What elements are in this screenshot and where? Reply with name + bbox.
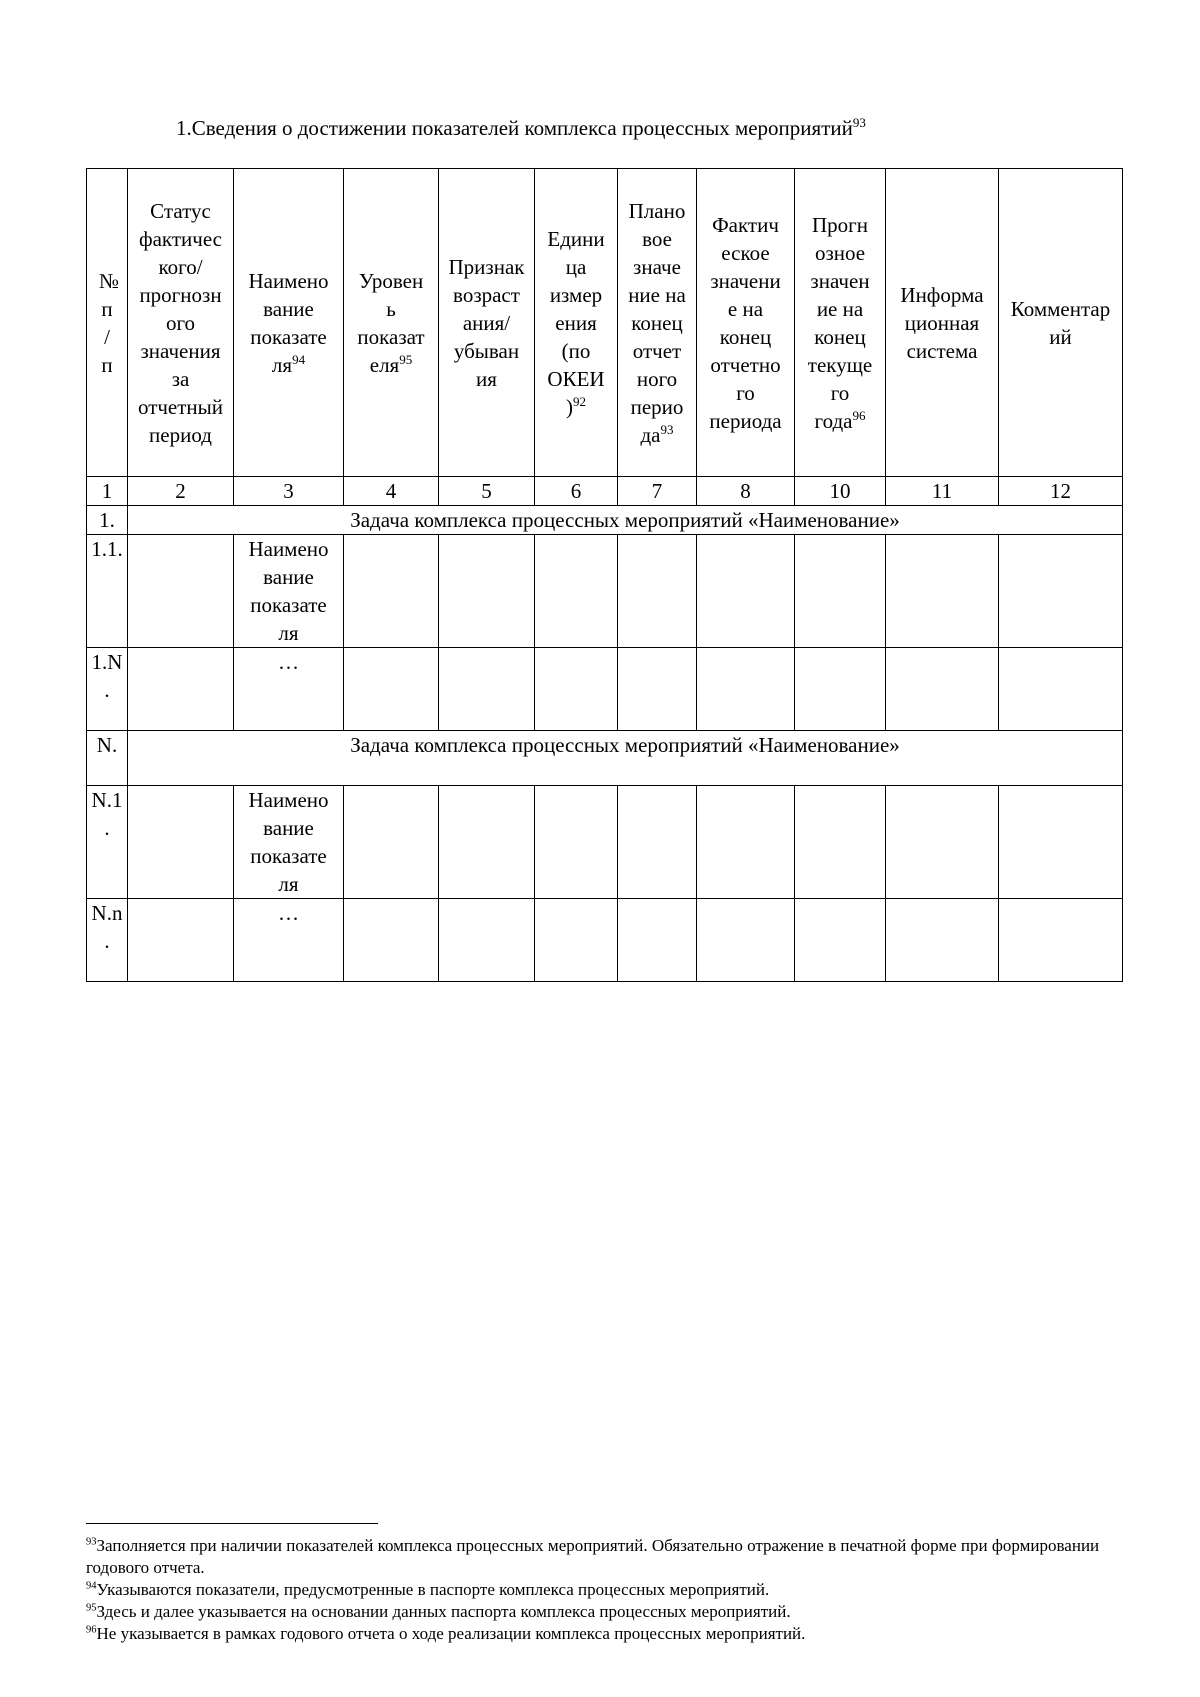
indicator-level-cell <box>344 535 439 648</box>
column-number-cell: 1 <box>87 477 128 506</box>
column-number-cell: 11 <box>886 477 999 506</box>
footnotes <box>86 1535 1122 1645</box>
comment-cell <box>999 535 1123 648</box>
indicator-level-cell <box>344 648 439 731</box>
header-cell-indicator-level: Уровень показателя$^{95}$ <box>344 169 439 477</box>
task-row <box>87 731 1123 786</box>
indicator-name-cell: … <box>234 899 344 982</box>
indicator-row <box>87 535 1123 648</box>
status-cell <box>128 648 234 731</box>
page-title-text: 1.Сведения о достижении показателей комплекса процессных мероприятий <box>176 116 853 140</box>
indicator-row <box>87 899 1123 982</box>
header-cell-indicator-name: Наименование показателя$^{94}$ <box>234 169 344 477</box>
column-number-cell: 2 <box>128 477 234 506</box>
planned-value-cell <box>618 899 697 982</box>
information-system-cell <box>886 786 999 899</box>
header-cell-status: Статус фактического/ прогнозного значения за отчетный период <box>128 169 234 477</box>
column-number-cell: 6 <box>535 477 618 506</box>
indicator-level-cell <box>344 899 439 982</box>
forecast-value-cell <box>795 899 886 982</box>
status-cell <box>128 899 234 982</box>
header-cell-forecast-value: Прогнозное значение на конец текущего года$^{96}$ <box>795 169 886 477</box>
unit-cell <box>535 535 618 648</box>
trend-sign-cell <box>439 786 535 899</box>
table-header-row <box>87 169 1123 477</box>
indicator-name-cell: … <box>234 648 344 731</box>
header-cell-planned-value: Плановое значение на конец отчетного периода$^{93}$ <box>618 169 697 477</box>
footnote-text: Указываются показатели, предусмотренные в паспорте комплекса процессных мероприятий. <box>96 1580 770 1599</box>
column-number-cell: 5 <box>439 477 535 506</box>
information-system-cell <box>886 899 999 982</box>
actual-value-cell <box>697 899 795 982</box>
header-cell-trend-sign: Признак возрастания/ убывания <box>439 169 535 477</box>
row-number-cell: 1. <box>87 506 128 535</box>
indicator-row <box>87 648 1123 731</box>
page-title <box>176 116 866 141</box>
footnote-separator <box>86 1523 378 1524</box>
footnote-mark: 96 <box>86 1624 97 1636</box>
indicator-name-cell: Наименование показателя <box>234 535 344 648</box>
forecast-value-cell <box>795 786 886 899</box>
footnote-text: Здесь и далее указывается на основании данных паспорта комплекса процессных мероприятий. <box>96 1602 791 1621</box>
trend-sign-cell <box>439 899 535 982</box>
row-number-cell: N. <box>87 731 128 786</box>
task-title-cell: Задача комплекса процессных мероприятий «Наименование» <box>128 506 1123 535</box>
footnote-mark: 94 <box>86 1580 97 1592</box>
comment-cell <box>999 648 1123 731</box>
indicator-name-cell: Наименование показателя <box>234 786 344 899</box>
footnote-item <box>86 1579 1122 1601</box>
indicator-row <box>87 786 1123 899</box>
planned-value-cell <box>618 648 697 731</box>
status-cell <box>128 786 234 899</box>
footnote-item <box>86 1535 1122 1579</box>
information-system-cell <box>886 648 999 731</box>
planned-value-cell <box>618 786 697 899</box>
column-number-cell: 12 <box>999 477 1123 506</box>
information-system-cell <box>886 535 999 648</box>
indicator-level-cell <box>344 786 439 899</box>
column-number-cell: 10 <box>795 477 886 506</box>
footnote-item <box>86 1623 1122 1645</box>
unit-cell <box>535 648 618 731</box>
actual-value-cell <box>697 648 795 731</box>
footnote-mark: 95 <box>86 1602 97 1614</box>
header-cell-information-system: Информационная система <box>886 169 999 477</box>
footnote-text: Заполняется при наличии показателей комплекса процессных мероприятий. Обязательно отражение в печатной форме при формировании годового отчета. <box>86 1536 1100 1577</box>
page-title-footnote-mark: 93 <box>852 115 866 130</box>
forecast-value-cell <box>795 648 886 731</box>
header-cell-comment: Комментарий <box>999 169 1123 477</box>
footnote-text: Не указывается в рамках годового отчета о ходе реализации комплекса процессных мероприятий. <box>96 1624 806 1643</box>
column-number-cell: 3 <box>234 477 344 506</box>
indicators-table <box>86 168 1123 982</box>
column-number-cell: 8 <box>697 477 795 506</box>
unit-cell <box>535 899 618 982</box>
comment-cell <box>999 786 1123 899</box>
header-cell-unit: Единица измерения (по ОКЕИ)$^{92}$ <box>535 169 618 477</box>
comment-cell <box>999 899 1123 982</box>
header-cell-actual-value: Фактическое значение на конец отчетного периода <box>697 169 795 477</box>
footnote-item <box>86 1601 1122 1623</box>
trend-sign-cell <box>439 648 535 731</box>
trend-sign-cell <box>439 535 535 648</box>
row-number-cell: 1.N. <box>87 648 128 731</box>
forecast-value-cell <box>795 535 886 648</box>
planned-value-cell <box>618 535 697 648</box>
header-cell-number: № п / п <box>87 169 128 477</box>
column-number-cell: 7 <box>618 477 697 506</box>
row-number-cell: 1.1. <box>87 535 128 648</box>
task-row <box>87 506 1123 535</box>
row-number-cell: N.1. <box>87 786 128 899</box>
task-title-cell: Задача комплекса процессных мероприятий «Наименование» <box>128 731 1123 786</box>
unit-cell <box>535 786 618 899</box>
status-cell <box>128 535 234 648</box>
column-numbers-row <box>87 477 1123 506</box>
actual-value-cell <box>697 535 795 648</box>
column-number-cell: 4 <box>344 477 439 506</box>
actual-value-cell <box>697 786 795 899</box>
row-number-cell: N.n. <box>87 899 128 982</box>
footnote-mark: 93 <box>86 1536 97 1548</box>
